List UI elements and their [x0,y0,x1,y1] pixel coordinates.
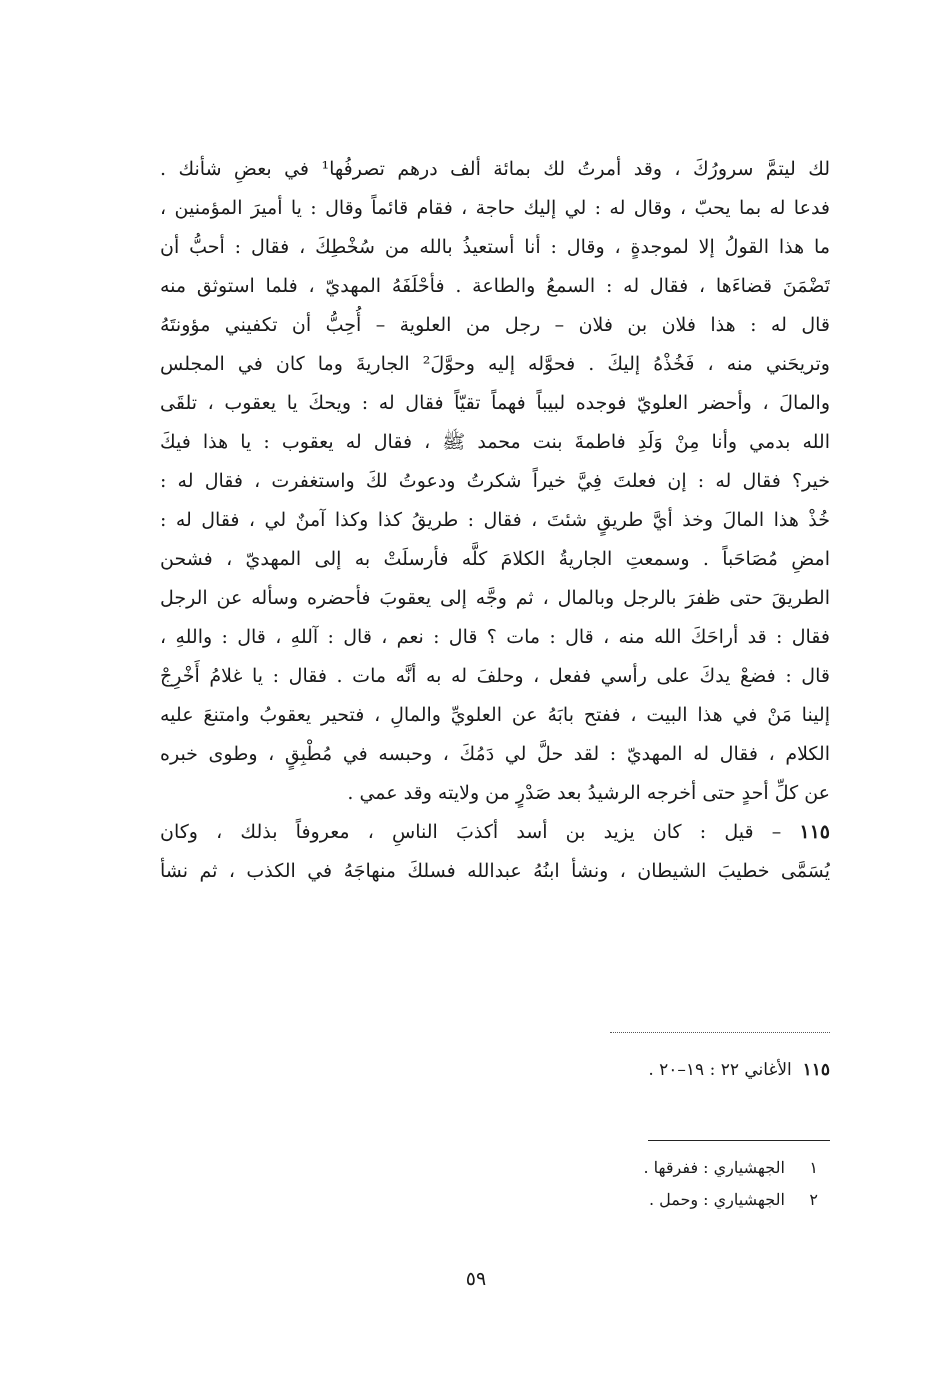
footnote-text: الجهشياري : ففرقها . [643,1158,785,1177]
footnote-separator [648,1140,830,1141]
text-line: الكلام ، فقال له المهديّ : لقد حلَّ لي دَمُكَ ، وحبسه في مُطْبِقٍ ، وطوى خبره [160,743,830,765]
page-number: ٥٩ [465,1268,487,1290]
text-line: إلينا مَنْ في هذا البيت ، ففتح بابَهُ عن العلويِّ والمالِ ، فتحير يعقوبُ وامتنعَ عليه [160,704,830,726]
source-note [400,1056,830,1084]
text-line: يُسَمَّى خطيبَ الشيطان ، ونشأ ابنُهُ عبدالله فسلكَ منهاجَهُ في الكذب ، ثم نشأ [160,860,830,882]
text-line: تَضْمَنَ قضاءَها ، فقال له : السمعُ والطاعة . فأحْلَفَهُ المهديّ ، فلما استوثق منه [160,275,830,297]
entry-text: – قيل : كان يزيد بن أسد أكذبَ الناسِ ، معروفاً بذلك ، وكان [160,821,782,843]
text-line: قال له : هذا فلان بن فلان – رجل من العلوية – أُحِبُّ أن تكفيني مؤونتَهُ [160,314,830,336]
footnote-mark: ١ [809,1158,818,1177]
source-note-text: الأغاني ٢٢ : ١٩–٢٠ . [648,1060,792,1080]
main-text [160,150,830,891]
text-line: وتريحَني منه ، فَخُذْهُ إليكَ . فحوَّله إليه وحوَّلَ² الجاريةَ وما كان في المجلس [160,353,830,375]
text-line: الطريقَ حتى ظفرَ بالرجل وبالمال ، ثم وجَّه إلى يعقوبَ فأحضره وسأله عن الرجل [160,587,830,609]
footnote-text: الجهشياري : وحمل . [648,1190,785,1209]
footnote-mark: ٢ [809,1190,818,1209]
text-line: امضِ مُصَاحَباً . وسمعتِ الجاريةُ الكلامَ كلَّه فأرسلَتْ به إلى المهديّ ، فشحن [160,548,830,570]
text-line: والمالَ ، وأحضر العلويّ فوجده لبيباً فهماً تقيّاً فقال له : ويحكَ يا يعقوب ، تلقَى [160,392,830,414]
entry-number: ١١٥ [799,821,830,843]
text-line: ما هذا القولُ إلا لموجدةٍ ، وقال : أنا أستعيذُ بالله من سُخْطِكَ ، فقال : أحبُّ أن [160,236,830,258]
text-line: فقال : قد أراحَكَ الله منه ، قال : مات ؟ قال : نعم ، قال : آللهِ ، قال : واللهِ ، [160,626,830,648]
footnotes [400,1152,818,1216]
source-note-number: ١١٥ [802,1060,830,1080]
text-line: الله بدمي وأنا مِنْ وَلَدِ فاطمةَ بنت محمد ﷺ ، فقال له يعقوب : يا هذا فيكَ [160,431,830,453]
entry-first-line [160,813,830,852]
footnote [400,1184,818,1216]
text-line: عن كلِّ أحدٍ حتى أخرجه الرشيدُ بعد صَدْرٍ من ولايته وقد عمي . [347,782,830,804]
footnote [400,1152,818,1184]
text-line: قال : فضعْ يدكَ على رأسي ففعل ، وحلفَ له به أنَّه مات . فقال : يا غلامُ أَخْرِجْ [160,665,830,687]
text-line: خُذْ هذا المالَ وخذ أيَّ طريقٍ شئتَ ، فقال : طريقُ كذا وكذا آمنٌ لي ، فقال له : [160,509,830,531]
text-line: فدعا له بما يحبّ ، وقال له : لي إليك حاجة ، فقام قائماً وقال : يا أميرَ المؤمنين ، [160,197,830,219]
text-line: لك ليتمَّ سرورُكَ ، وقد أمرتُ لك بمائة ألف درهم تصرفُها¹ في بعضِ شأنك . [160,158,830,180]
dotted-separator [610,1032,830,1033]
text-line: خير؟ فقال له : إن فعلتَ فِيَّ خيراً شكرتُ ودعوتُ لكَ واستغفرت ، فقال له : [160,470,830,492]
